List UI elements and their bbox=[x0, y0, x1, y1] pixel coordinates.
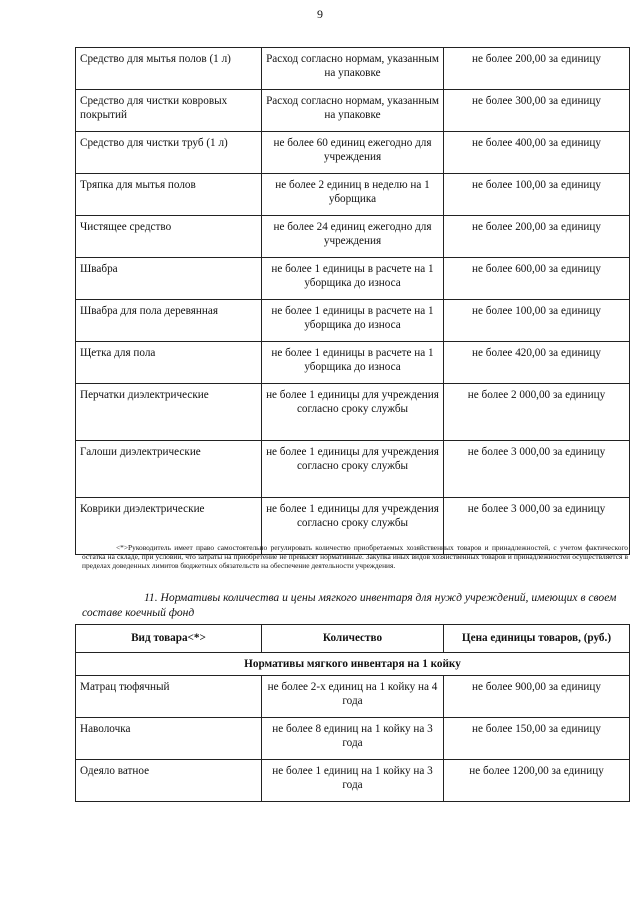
item-price: не более 100,00 за единицу bbox=[444, 174, 630, 216]
section-title bbox=[82, 590, 628, 620]
item-name: Тряпка для мытья полов bbox=[76, 174, 262, 216]
column-header-quantity: Количество bbox=[262, 625, 444, 653]
table-row bbox=[76, 90, 630, 132]
footnote bbox=[82, 543, 628, 570]
table-row bbox=[76, 300, 630, 342]
table-header-row bbox=[76, 625, 630, 653]
item-quantity: не более 24 единиц ежегодно для учреждения bbox=[262, 216, 444, 258]
item-quantity: не более 1 единицы для учреждения согласно сроку службы bbox=[262, 498, 444, 555]
soft-inventory-table bbox=[75, 624, 630, 802]
item-name: Перчатки диэлектрические bbox=[76, 384, 262, 441]
item-price: не более 100,00 за единицу bbox=[444, 300, 630, 342]
item-price: не более 200,00 за единицу bbox=[444, 48, 630, 90]
item-quantity: не более 1 единиц на 1 койку на 3 года bbox=[262, 760, 444, 802]
item-price: не более 150,00 за единицу bbox=[444, 718, 630, 760]
item-quantity: не более 1 единицы в расчете на 1 уборщика до износа bbox=[262, 342, 444, 384]
table-row bbox=[76, 174, 630, 216]
item-name: Наволочка bbox=[76, 718, 262, 760]
item-name: Швабра для пола деревянная bbox=[76, 300, 262, 342]
item-price: не более 2 000,00 за единицу bbox=[444, 384, 630, 441]
item-quantity: не более 2-х единиц на 1 койку на 4 года bbox=[262, 676, 444, 718]
item-quantity: Расход согласно нормам, указанным на упаковке bbox=[262, 90, 444, 132]
item-quantity: не более 2 единиц в неделю на 1 уборщика bbox=[262, 174, 444, 216]
item-name: Чистящее средство bbox=[76, 216, 262, 258]
item-price: не более 900,00 за единицу bbox=[444, 676, 630, 718]
table-row bbox=[76, 718, 630, 760]
item-name: Средство для чистки ковровых покрытий bbox=[76, 90, 262, 132]
item-name: Средство для чистки труб (1 л) bbox=[76, 132, 262, 174]
table-row bbox=[76, 132, 630, 174]
item-name: Щетка для пола bbox=[76, 342, 262, 384]
table-row bbox=[76, 216, 630, 258]
item-quantity: не более 8 единиц на 1 койку на 3 года bbox=[262, 718, 444, 760]
table-row bbox=[76, 676, 630, 718]
section-title-text: 11. Нормативы количества и цены мягкого инвентаря для нужд учреждений, имеющих в своем составе коечный фонд bbox=[82, 591, 617, 619]
item-price: не более 300,00 за единицу bbox=[444, 90, 630, 132]
household-goods-table bbox=[75, 47, 630, 555]
footnote-text: <*>Руководитель имеет право самостоятельно регулировать количество приобретаемых хозяйственных товаров и принадлежностей, с учетом фактического остатка на складе, при условии, что затраты на приобретение не превысят нормативные. Закупка иных видов хозяйственных товаров и принадлежностей осуществляется в пределах доведенных лимитов бюджетных обязательств на обеспечение деятельности учреждения. bbox=[82, 543, 628, 570]
item-quantity: не более 1 единицы для учреждения согласно сроку службы bbox=[262, 441, 444, 498]
table-subheader: Нормативы мягкого инвентаря на 1 койку bbox=[76, 653, 630, 676]
item-price: не более 1200,00 за единицу bbox=[444, 760, 630, 802]
item-quantity: Расход согласно нормам, указанным на упаковке bbox=[262, 48, 444, 90]
item-price: не более 400,00 за единицу bbox=[444, 132, 630, 174]
table-row bbox=[76, 258, 630, 300]
table-row bbox=[76, 384, 630, 441]
item-quantity: не более 60 единиц ежегодно для учреждения bbox=[262, 132, 444, 174]
table-row bbox=[76, 342, 630, 384]
item-quantity: не более 1 единицы для учреждения согласно сроку службы bbox=[262, 384, 444, 441]
item-price: не более 200,00 за единицу bbox=[444, 216, 630, 258]
item-name: Швабра bbox=[76, 258, 262, 300]
item-price: не более 420,00 за единицу bbox=[444, 342, 630, 384]
item-name: Галоши диэлектрические bbox=[76, 441, 262, 498]
item-price: не более 600,00 за единицу bbox=[444, 258, 630, 300]
table-row bbox=[76, 441, 630, 498]
table-row bbox=[76, 760, 630, 802]
item-price: не более 3 000,00 за единицу bbox=[444, 498, 630, 555]
item-quantity: не более 1 единицы в расчете на 1 уборщика до износа bbox=[262, 258, 444, 300]
item-name: Коврики диэлектрические bbox=[76, 498, 262, 555]
table-subheader-row bbox=[76, 653, 630, 676]
table-row bbox=[76, 48, 630, 90]
page-number: 9 bbox=[317, 7, 323, 21]
column-header-price: Цена единицы товаров, (руб.) bbox=[444, 625, 630, 653]
item-quantity: не более 1 единицы в расчете на 1 уборщика до износа bbox=[262, 300, 444, 342]
item-name: Матрац тюфячный bbox=[76, 676, 262, 718]
column-header-name: Вид товара<*> bbox=[76, 625, 262, 653]
item-name: Одеяло ватное bbox=[76, 760, 262, 802]
item-name: Средство для мытья полов (1 л) bbox=[76, 48, 262, 90]
item-price: не более 3 000,00 за единицу bbox=[444, 441, 630, 498]
